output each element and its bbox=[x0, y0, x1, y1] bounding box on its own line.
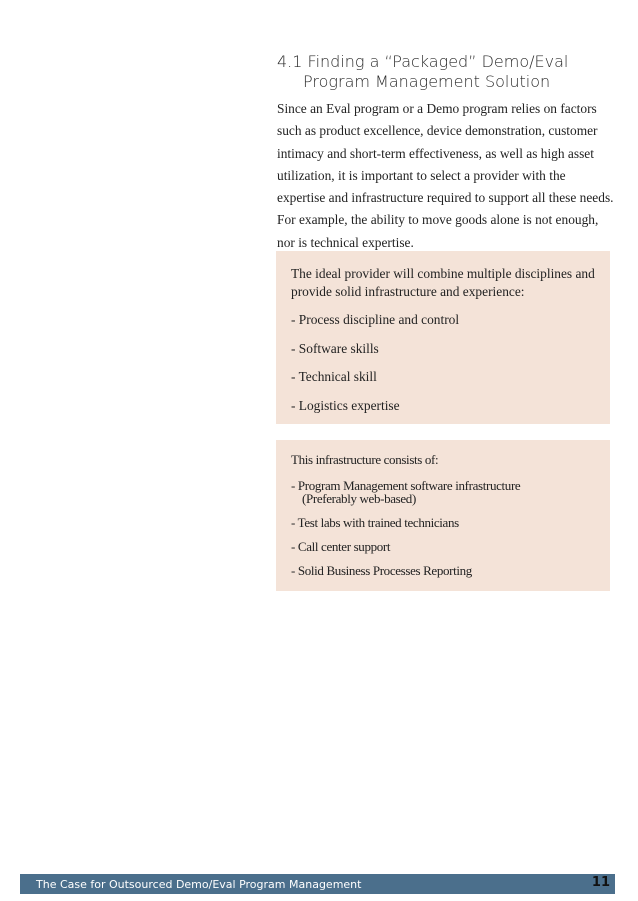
infrastructure-list-item: - Test labs with trained technicians bbox=[291, 515, 459, 530]
footer-bar bbox=[20, 874, 615, 894]
provider-list-item: - Technical skill bbox=[291, 369, 377, 385]
section-heading-line1: 4.1 Finding a “Packaged” Demo/Eval bbox=[277, 52, 569, 71]
infrastructure-item-line2: (Preferably web-based) bbox=[302, 491, 416, 506]
provider-callout-box bbox=[276, 251, 610, 424]
infrastructure-item-line1: - Program Management software infrastructure bbox=[291, 478, 521, 493]
section-heading-line2: Program Management Solution bbox=[303, 72, 551, 91]
page-number: 11 bbox=[591, 875, 610, 890]
infrastructure-list-item: - Call center support bbox=[291, 539, 391, 554]
provider-list-item: - Logistics expertise bbox=[291, 397, 400, 413]
infrastructure-list-item: - Solid Business Processes Reporting bbox=[291, 563, 472, 578]
section-heading bbox=[277, 52, 622, 92]
intro-paragraph: Since an Eval program or a Demo program relies on factors such as product excellence, device demonstration, customer intimacy and short-term effectiveness, as well as high asset utilization, it is important to select a provider with the expertise and infrastructure required to support all these needs. For example, the ability to move goods alone is not enough, nor is technical expertise. bbox=[277, 101, 614, 250]
infrastructure-callout-lead: This infrastructure consists of: bbox=[291, 452, 439, 467]
footer-document-title: The Case for Outsourced Demo/Eval Program Management bbox=[36, 878, 362, 891]
infrastructure-list-item bbox=[291, 479, 596, 505]
infrastructure-callout-box bbox=[276, 440, 610, 591]
provider-list-item: - Software skills bbox=[291, 340, 379, 356]
provider-list-item: - Process discipline and control bbox=[291, 312, 460, 327]
provider-callout-lead: The ideal provider will combine multiple disciplines and provide solid infrastructure and experience: bbox=[291, 266, 595, 299]
